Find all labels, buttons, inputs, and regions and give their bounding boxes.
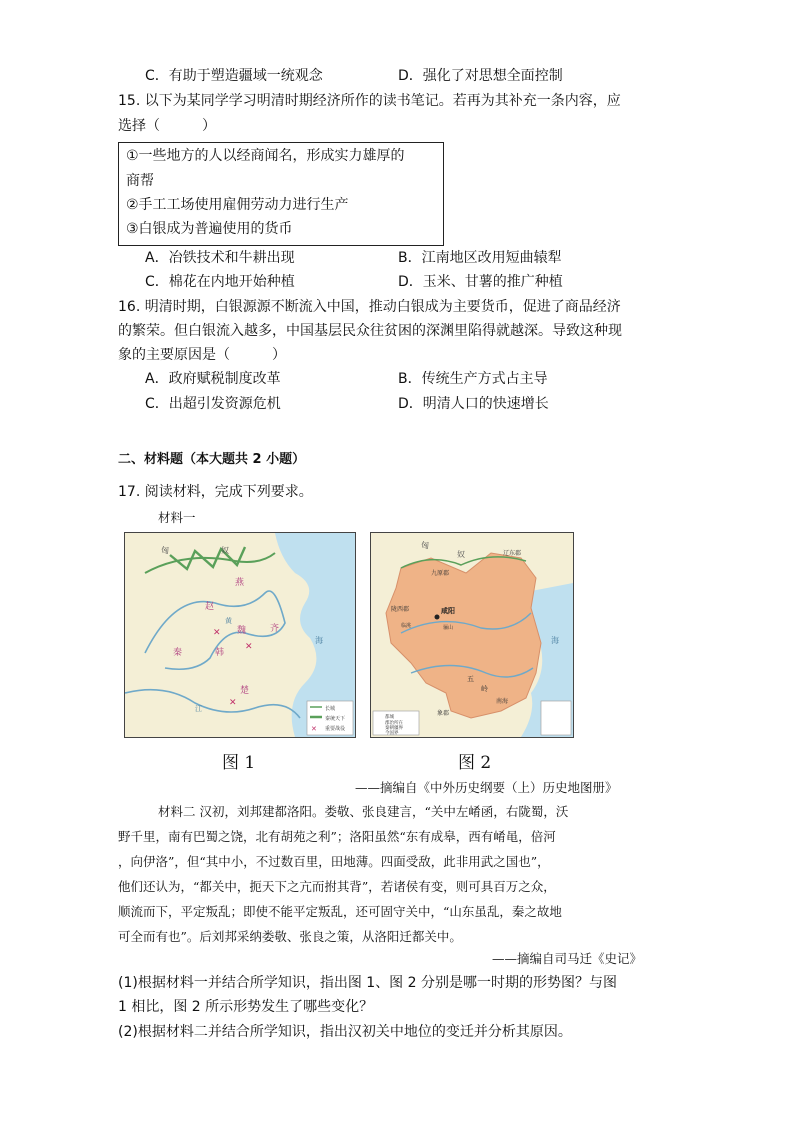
material-2-line1: 材料二 汉初，刘邦建都洛阳。娄敬、张良建言，“关中左崤函，右陇蜀，沃 [158, 804, 569, 819]
map1-river-yangtze [125, 690, 300, 718]
q15-note-1: ①一些地方的人以经商闻名，形成实力雄厚的 [126, 148, 405, 164]
map2-label-liaodong: 辽东郡 [503, 550, 522, 557]
q15-note-2: ②手工工场使用雇佣劳动力进行生产 [126, 197, 349, 213]
map2-legend-modern-border: 今国界 [385, 731, 399, 736]
figure-1-map-graphic [125, 533, 355, 737]
map2-label-sea: 海 [551, 636, 559, 645]
material-1-source: ——摘编自《中外历史纲要（上）历史地图册》 [355, 780, 618, 795]
map1-legend-unify: 秦统天下 [325, 716, 346, 722]
section-2-title: 二、材料题（本大题共 2 小题） [118, 452, 306, 467]
figure-2-caption: 图 2 [458, 753, 492, 773]
q16-option-d: D．明清人口的快速增长 [398, 396, 549, 412]
map2-label-lishan: 骊山 [443, 625, 454, 631]
figure-1-map [124, 532, 356, 738]
material-2-line5: 顺流而下，平定叛乱；即使不能平定叛乱，还可固守关中，“山东虽乱，秦之故地 [118, 904, 562, 919]
figure-1-caption: 图 1 [222, 753, 256, 773]
map1-legend-wall: 长城 [325, 706, 336, 712]
map2-capital-marker [435, 615, 440, 620]
material-1-label: 材料一 [158, 510, 196, 525]
q15-option-d: D．玉米、甘薯的推广种植 [398, 274, 563, 290]
map2-label-nanhai: 南海 [496, 698, 509, 705]
map1-label-han: 韩 [215, 648, 225, 658]
q16-option-b: B．传统生产方式占主导 [398, 371, 548, 387]
q15-option-b: B．江南地区改用短曲辕犁 [398, 250, 562, 266]
map1-label-qi: 齐 [270, 624, 280, 634]
q14-option-d: D．强化了对思想全面控制 [398, 68, 563, 84]
q17-req2: (2)根据材料二并结合所学知识，指出汉初关中地位的变迁并分析其原因。 [118, 1024, 572, 1040]
map1-label-xiongnu-1: 匈 [161, 546, 169, 555]
material-2-line6: 可全而有也”。后刘邦采纳娄敬、张良之策，从洛阳迁都关中。 [118, 929, 462, 944]
q15-note-1-cont: 商帮 [126, 173, 154, 189]
map1-battle-mark-2: ✕ [245, 642, 253, 652]
map1-legend-battle: 重要战役 [325, 726, 346, 732]
q14-option-c: C．有助于塑造疆域一统观念 [145, 68, 323, 84]
map2-label-jiuyuan: 九原郡 [431, 570, 450, 577]
q15-option-a: A．冶铁技术和牛耕出现 [145, 250, 295, 266]
figure-2-map [370, 532, 574, 738]
map2-label-xiongnu-2: 奴 [457, 550, 465, 559]
map2-label-wuling-2: 岭 [481, 685, 488, 693]
q16-stem-line3: 象的主要原因是（ ） [118, 347, 286, 363]
material-2-line4: 他们还认为，“都关中，扼天下之亢而拊其背”，若诸侯有变，则可具百万之众， [118, 879, 556, 894]
q17-req1-line1: (1)根据材料一并结合所学知识，指出图 1、图 2 分别是哪一时期的形势图？与图 [118, 975, 617, 991]
map1-label-wei: 魏 [237, 626, 247, 636]
map2-label-xianyang: 咸阳 [441, 607, 455, 615]
map1-legend-battle-symbol: ✕ [311, 725, 317, 733]
q15-note-3: ③白银成为普遍使用的货币 [126, 221, 293, 237]
q15-stem-line2: 选择（ ） [118, 118, 216, 134]
map2-legend-qin-border: 秦朝疆界 [385, 726, 403, 731]
material-2-line3: ，向伊洛”，但“其中小，不过数百里，田地薄。四面受敌，此非用武之国也”， [118, 854, 550, 869]
map1-label-zhao: 赵 [205, 602, 215, 612]
map2-inset-south-china-sea [541, 701, 571, 735]
map1-battle-mark-1: ✕ [213, 628, 221, 638]
map2-qin-territory [386, 553, 541, 718]
map1-label-jiang: 江 [195, 705, 202, 713]
map1-label-yan: 燕 [235, 578, 245, 588]
map2-label-wuling-1: 五 [467, 675, 474, 683]
q15-stem-line1: 15. 以下为某同学学习明清时期经济所作的读书笔记。若再为其补充一条内容，应 [118, 93, 621, 109]
map1-battle-mark-3: ✕ [229, 698, 237, 708]
q16-option-a: A．政府赋税制度改革 [145, 371, 281, 387]
map2-label-xiang: 象郡 [437, 710, 450, 717]
map1-label-sea: 海 [315, 636, 323, 645]
map2-label-longxi: 陇西郡 [391, 606, 410, 613]
map1-label-river: 黄 [225, 617, 232, 625]
material-2-source: ——摘编自司马迁《史记》 [492, 951, 643, 966]
map1-label-chu: 楚 [240, 686, 250, 696]
q17-stem: 17. 阅读材料，完成下列要求。 [118, 484, 313, 500]
q16-stem-line1: 16. 明清时期，白银源源不断流入中国，推动白银成为主要货币，促进了商品经济 [118, 299, 621, 315]
q16-stem-line2: 的繁荣。但白银流入越多，中国基层民众往贫困的深渊里陷得就越深。导致这种现 [118, 323, 622, 339]
map2-label-lintao: 临洮 [401, 623, 412, 629]
map2-label-xiongnu-1: 匈 [421, 541, 429, 550]
material-2-line2: 野千里，南有巴蜀之饶，北有胡苑之利”；洛阳虽然“东有成皋，西有崤黾，倍河 [118, 829, 556, 844]
figure-2-map-graphic [371, 533, 573, 737]
q17-req1-line2: 1 相比，图 2 所示形势发生了哪些变化？ [118, 999, 374, 1015]
q15-option-c: C．棉花在内地开始种植 [145, 274, 295, 290]
q16-option-c: C．出超引发资源危机 [145, 396, 281, 412]
map1-label-qin: 秦 [173, 648, 183, 658]
map2-legend-commandery: 郡治所在 [385, 721, 403, 726]
map1-label-xiongnu-2: 奴 [221, 546, 229, 555]
map2-legend-capital: 都城 [385, 715, 394, 720]
